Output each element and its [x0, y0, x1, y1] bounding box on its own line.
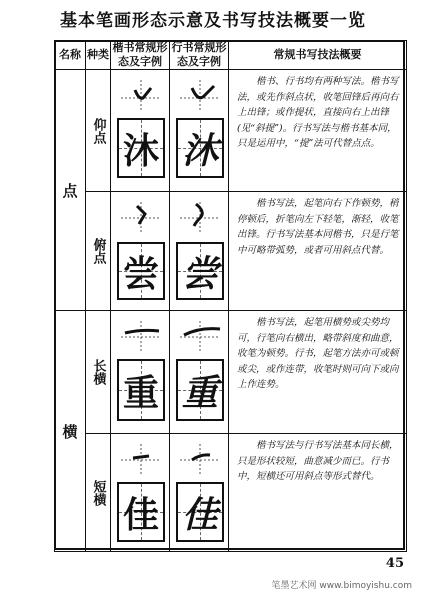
- row-kind: 长横: [85, 310, 111, 434]
- example-character: 佳: [181, 493, 218, 536]
- kaishu-example-cell: [110, 433, 170, 552]
- example-character: 尝: [181, 252, 218, 295]
- character-box: [176, 118, 224, 178]
- header-summary: 常规书写技法概要: [228, 40, 407, 70]
- xingshu-example-cell: [169, 310, 229, 434]
- stroke-demo-icon: [176, 198, 224, 234]
- stroke-demo-icon: [176, 317, 224, 353]
- row-kind: 俯点: [85, 191, 111, 311]
- xingshu-example-cell: [169, 433, 229, 552]
- stroke-demo-icon: [117, 198, 165, 234]
- row-kind: 仰点: [85, 69, 111, 192]
- character-box: [117, 118, 165, 178]
- xingshu-example-cell: [169, 69, 229, 192]
- technique-summary: 楷书写法，起笔用横势或尖势均可，行笔向右横出，略带斜度和曲意，收笔为顿势。行书，起笔方法亦可或顿或尖，或作连带，收笔时则可向下或向上作连势。: [228, 310, 407, 434]
- character-box: [176, 242, 224, 300]
- technique-summary: 楷书、行书均有两种写法。楷书写法，或先作斜点状，收笔回锋后再向右上出锋；或作提状，直接向右上出锋(见“斜提”)。行书写法与楷书基本同，只是运用中，“提”法可代替点点。: [228, 69, 407, 192]
- page-number: 45: [385, 556, 404, 571]
- character-box: [117, 482, 165, 542]
- kaishu-example-cell: [110, 69, 170, 192]
- row-kind: 短横: [85, 433, 111, 552]
- page-title: 基本笔画形态示意及书写技法概要一览: [60, 11, 366, 31]
- group-name: 点: [54, 69, 86, 311]
- table: [54, 40, 405, 550]
- stroke-demo-icon: [117, 76, 165, 112]
- example-character: 尝: [122, 252, 159, 295]
- character-box: [117, 242, 165, 300]
- header-xingshu: 行书常规形态及字例: [169, 40, 229, 70]
- header-kind: 种类: [85, 40, 111, 70]
- kaishu-example-cell: [110, 191, 170, 311]
- kaishu-example-cell: [110, 310, 170, 434]
- technique-summary: 楷书写法，起笔向右下作顿势，稍停顿后，折笔向左下轻笔，渐轻，收笔出锋。行书写法基本同楷书，只是行笔中可略带弧势，或者可用斜点代替。: [228, 191, 407, 311]
- header-name: 名称: [54, 40, 86, 70]
- character-box: [117, 359, 165, 421]
- example-character: 沐: [122, 129, 159, 172]
- character-box: [176, 359, 224, 421]
- group-name: 横: [54, 310, 86, 552]
- stroke-demo-icon: [117, 440, 165, 476]
- example-character: 重: [181, 371, 218, 414]
- example-character: 佳: [122, 493, 159, 536]
- header-kaishu: 楷书常规形态及字例: [110, 40, 170, 70]
- example-character: 沐: [181, 129, 218, 172]
- stroke-demo-icon: [117, 317, 165, 353]
- stroke-demo-icon: [176, 76, 224, 112]
- site-watermark: 笔墨艺术网 www.bimoyishu.com: [271, 581, 412, 591]
- technique-summary: 楷书写法与行书写法基本同长横，只是形状较短，曲意减少而已。行书中，短横还可用斜点等形式替代。: [228, 433, 407, 552]
- stroke-demo-icon: [176, 440, 224, 476]
- example-character: 重: [122, 371, 159, 414]
- character-box: [176, 482, 224, 542]
- xingshu-example-cell: [169, 191, 229, 311]
